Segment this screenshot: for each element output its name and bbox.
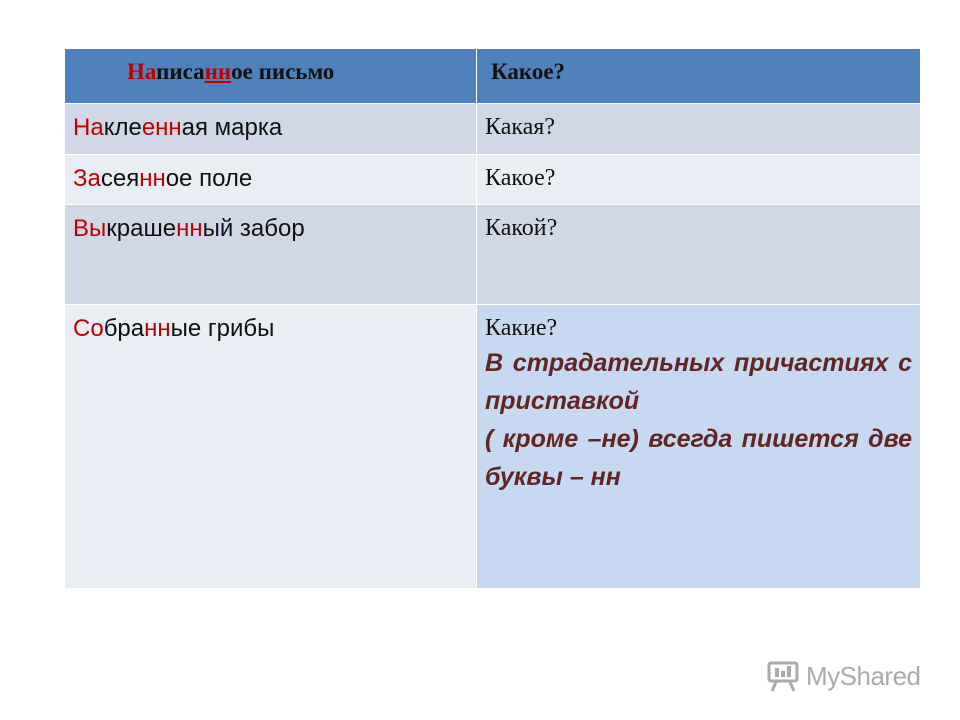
phrase-cell	[65, 104, 477, 155]
phrase-cell	[65, 155, 477, 205]
root: писа	[156, 59, 205, 84]
myshared-watermark	[766, 656, 936, 696]
prefix: Вы	[73, 215, 107, 242]
prefix: На	[73, 114, 104, 141]
table-row	[65, 205, 921, 305]
question-text: Какие?	[485, 315, 558, 341]
table-row	[65, 305, 921, 589]
participles-table	[64, 48, 921, 589]
prefix: Со	[73, 315, 104, 342]
question-cell: Какое?	[477, 155, 921, 205]
suffix-nn: нн	[144, 315, 171, 342]
table-row	[65, 155, 921, 205]
question-cell: Какая?	[477, 104, 921, 155]
prefix: На	[127, 59, 157, 84]
rule-note-line: ( кроме –не) всегда пишется две буквы – нн	[485, 425, 912, 491]
question-cell: Какой?	[477, 205, 921, 305]
header-cell-question: Какое?	[477, 49, 921, 104]
ending: ая марка	[181, 114, 283, 141]
phrase-cell	[65, 205, 477, 305]
ending: ый забор	[202, 215, 305, 242]
suffix-nn: нн	[139, 165, 166, 192]
ending: ые грибы	[170, 315, 275, 342]
projector-screen-icon	[766, 659, 800, 693]
table-header-row	[65, 49, 921, 104]
header-cell-phrase	[65, 49, 477, 104]
root: сея	[100, 165, 140, 192]
table-row	[65, 104, 921, 155]
ending: ое поле	[165, 165, 253, 192]
suffix-nn: нн	[204, 59, 232, 84]
phrase-cell	[65, 305, 477, 589]
root: краше	[106, 215, 177, 242]
root: кле	[103, 114, 142, 141]
suffix-nn: енн	[141, 114, 182, 141]
prefix: За	[73, 165, 101, 192]
watermark-text: MyShared	[806, 660, 921, 691]
root: бра	[103, 315, 145, 342]
rule-note	[485, 344, 912, 496]
rule-note-line: В страдательных причастиях с приставкой	[485, 349, 912, 415]
suffix-nn: нн	[176, 215, 203, 242]
question-cell	[477, 305, 921, 589]
ending: ое письмо	[231, 59, 335, 84]
